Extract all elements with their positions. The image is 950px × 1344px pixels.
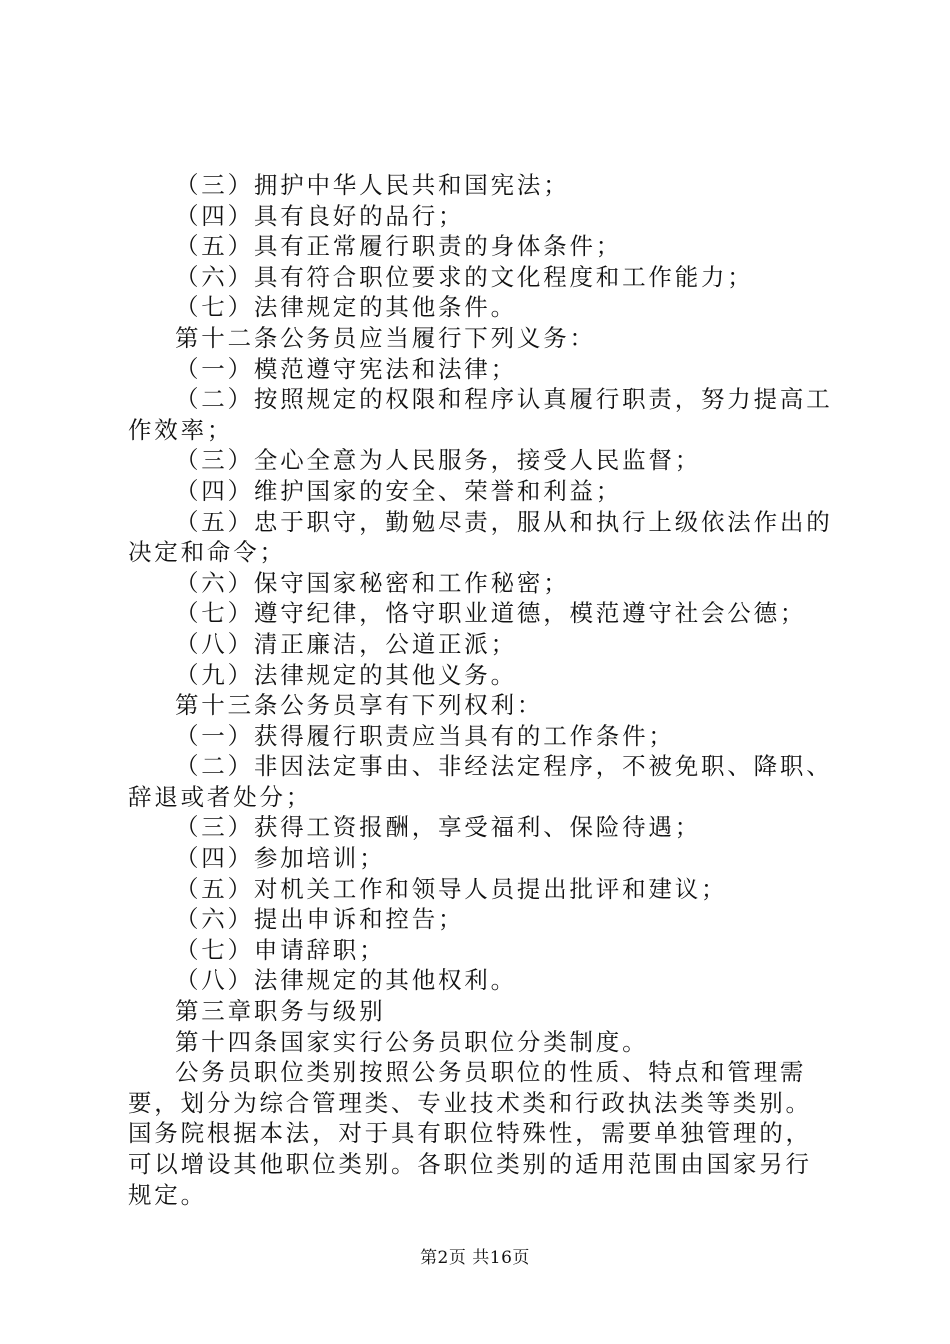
paragraph: （三）获得工资报酬，享受福利、保险待遇； — [175, 813, 701, 842]
article-heading: 第十四条国家实行公务员职位分类制度。 — [175, 1027, 649, 1056]
paragraph: （四）具有良好的品行； — [175, 201, 465, 230]
paragraph: （八）法律规定的其他权利。 — [175, 966, 517, 995]
paragraph: （四）维护国家的安全、荣誉和利益； — [175, 476, 623, 505]
page-number-footer: 第2页 共16页 — [420, 1248, 530, 1268]
paragraph: （六）保守国家秘密和工作秘密； — [175, 568, 570, 597]
paragraph: （五）对机关工作和领导人员提出批评和建议； — [175, 874, 728, 903]
paragraph: （一）模范遵守宪法和法律； — [175, 354, 517, 383]
chapter-heading: 第三章职务与级别 — [175, 997, 386, 1026]
paragraph: （七）遵守纪律，恪守职业道德，模范遵守社会公德； — [175, 599, 807, 628]
paragraph: （七）申请辞职； — [175, 935, 386, 964]
paragraph: （八）清正廉洁，公道正派； — [175, 629, 517, 658]
paragraph: （三）拥护中华人民共和国宪法； — [175, 171, 570, 199]
article-heading: 第十三条公务员享有下列权利： — [175, 691, 544, 720]
paragraph: （六）提出申诉和控告； — [175, 905, 465, 934]
paragraph: （三）全心全意为人民服务，接受人民监督； — [175, 446, 701, 475]
paragraph: （七）法律规定的其他条件。 — [175, 293, 517, 322]
paragraph: （二）非因法定事由、非经法定程序，不被免职、降职、辞退或者处分； — [128, 752, 833, 811]
paragraph: （四）参加培训； — [175, 844, 386, 873]
paragraph: （五）忠于职守，勤勉尽责，服从和执行上级依法作出的决定和命令； — [128, 507, 833, 567]
paragraph: （五）具有正常履行职责的身体条件； — [175, 232, 623, 261]
paragraph: （九）法律规定的其他义务。 — [175, 660, 517, 689]
paragraph: （一）获得履行职责应当具有的工作条件； — [175, 721, 675, 750]
article-heading: 第十二条公务员应当履行下列义务： — [175, 323, 596, 352]
paragraph: 公务员职位类别按照公务员职位的性质、特点和管理需要，划分为综合管理类、专业技术类和行政执法类等类别。国务院根据本法，对于具有职位特殊性，需要单独管理的，可以增设其他职位类别。各职位类别的适用范围由国家另行规定。 — [128, 1058, 812, 1209]
paragraph: （二）按照规定的权限和程序认真履行职责，努力提高工作效率； — [128, 385, 833, 444]
paragraph: （六）具有符合职位要求的文化程度和工作能力； — [175, 262, 754, 291]
document-body — [128, 170, 838, 1210]
